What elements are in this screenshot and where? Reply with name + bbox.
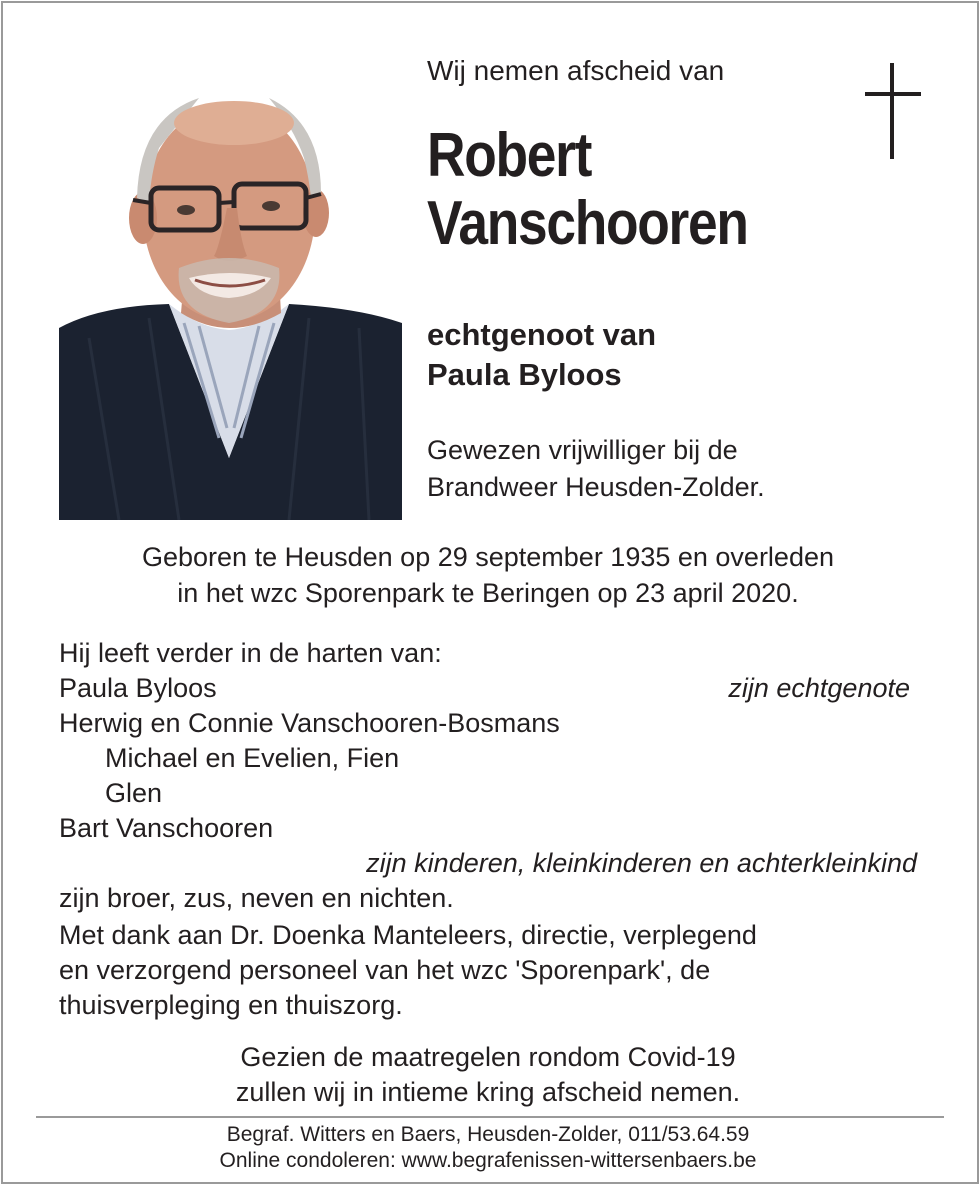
covid-line-2: zullen wij in intieme kring afscheid nemen. xyxy=(235,1077,741,1107)
footer xyxy=(0,1122,976,1174)
wife-relation: zijn echtgenote xyxy=(728,673,910,703)
covid-notice xyxy=(0,1040,976,1110)
divider xyxy=(36,1116,944,1118)
children-relation: zijn kinderen, kleinkinderen en achterkleinkind xyxy=(366,848,917,878)
birth-death-text xyxy=(0,539,976,611)
thanks-line-2: en verzorgend personeel van het wzc 'Sporenpark', de xyxy=(59,955,711,985)
mourners-list xyxy=(59,636,929,916)
wife-name: Paula Byloos xyxy=(59,673,217,703)
role-block xyxy=(427,432,765,506)
children-relation-row xyxy=(59,846,929,881)
mourners-heading: Hij leeft verder in de harten van: xyxy=(59,638,442,668)
list-item: Michael en Evelien, Fien xyxy=(105,743,400,773)
list-item: Herwig en Connie Vanschooren-Bosmans xyxy=(59,708,560,738)
funeral-home-info: Begraf. Witters en Baers, Heusden-Zolder, 011/53.64.59 xyxy=(226,1123,750,1146)
cross-icon xyxy=(865,63,921,159)
birth-line-1: Geboren te Heusden op 29 september 1935 en overleden xyxy=(142,542,834,572)
birth-line-2: in het wzc Sporenpark te Beringen op 23 april 2020. xyxy=(177,578,799,608)
list-item xyxy=(59,671,929,706)
spouse-block xyxy=(427,315,656,395)
portrait-photo xyxy=(59,78,402,520)
condolence-link[interactable]: Online condoleren: www.begrafenissen-wittersenbaers.be xyxy=(219,1149,757,1172)
thanks-line-1: Met dank aan Dr. Doenka Manteleers, directie, verplegend xyxy=(59,920,757,950)
list-item: Bart Vanschooren xyxy=(59,813,274,843)
last-name: Vanschooren xyxy=(427,189,748,258)
spouse-name: Paula Byloos xyxy=(427,357,622,392)
thanks-line-3: thuisverpleging en thuiszorg. xyxy=(59,990,403,1020)
role-line-1: Gewezen vrijwilliger bij de xyxy=(427,435,738,465)
list-item: Glen xyxy=(105,778,163,808)
role-line-2: Brandweer Heusden-Zolder. xyxy=(427,472,765,502)
spouse-label: echtgenoot van xyxy=(427,317,657,352)
covid-line-1: Gezien de maatregelen rondom Covid-19 xyxy=(240,1042,736,1072)
thanks-text xyxy=(59,918,919,1023)
deceased-name xyxy=(427,122,748,258)
intro-text: Wij nemen afscheid van xyxy=(427,55,725,86)
first-name: Robert xyxy=(427,121,592,190)
list-item: zijn broer, zus, neven en nichten. xyxy=(59,883,454,913)
